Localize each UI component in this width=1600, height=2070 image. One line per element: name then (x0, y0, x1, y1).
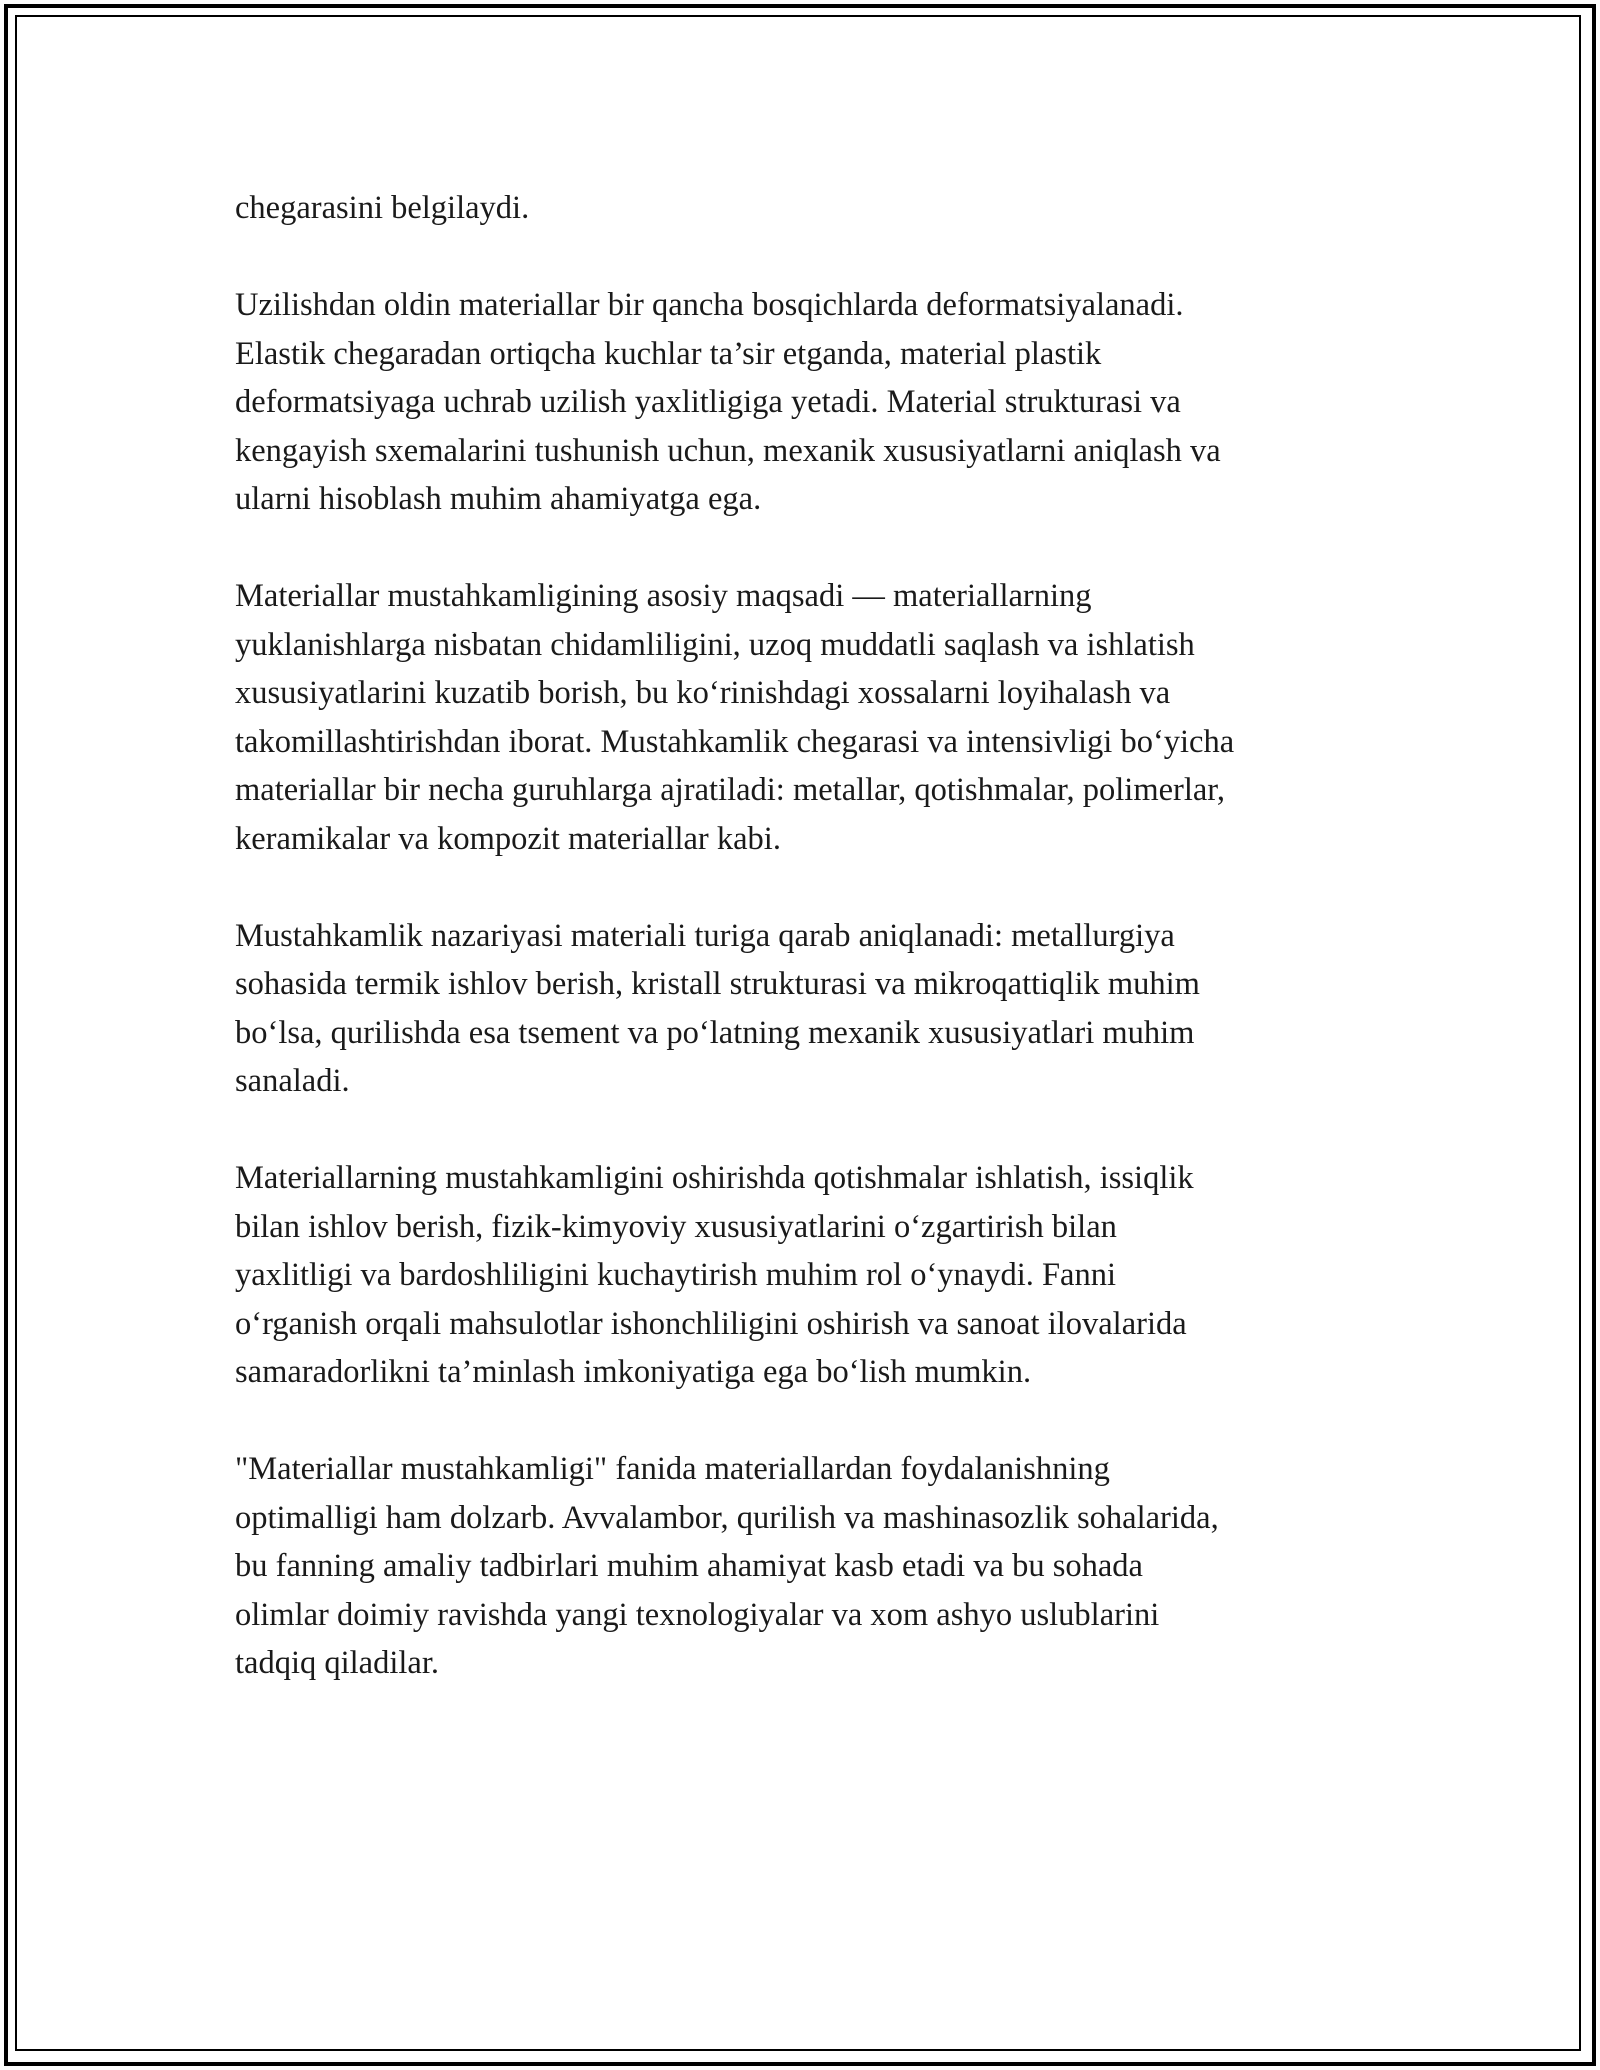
text-line: sanaladi. (235, 1063, 350, 1099)
text-line: keramikalar va kompozit materiallar kabi. (235, 820, 781, 857)
text-line: Elastik chegaradan ortiqcha kuchlar ta’sir etganda, material plastik (235, 335, 1102, 372)
text-line: xususiyatlarini kuzatib borish, bu koʻrinishdagi xossalarni loyihalash va (235, 675, 1171, 711)
text-line: kengayish sxemalarini tushunish uchun, mexanik xususiyatlarni aniqlash va (235, 432, 1221, 469)
document-body (235, 184, 1385, 1736)
text-line: bilan ishlov berish, fizik-kimyoviy xususiyatlarini oʻzgartirish bilan (235, 1208, 1117, 1245)
text-line: yaxlitligi va bardoshliligini kuchaytirish muhim rol oʻynaydi. Fanni (235, 1257, 1117, 1293)
paragraph-2 (235, 281, 1385, 524)
paragraph-3 (235, 572, 1385, 863)
paragraph-6 (235, 1445, 1385, 1688)
text-line: tadqiq qiladilar. (235, 1645, 439, 1681)
text-line: optimalligi ham dolzarb. Avvalambor, qurilish va mashinasozlik sohalarida, (235, 1499, 1219, 1536)
text-line: takomillashtirishdan iborat. Mustahkamlik chegarasi va intensivligi boʻyicha (235, 723, 1235, 760)
paragraph-1 (235, 184, 1385, 233)
text-line: sohasida termik ishlov berish, kristall strukturasi va mikroqattiqlik muhim (235, 966, 1200, 1002)
text-line: "Materiallar mustahkamligi" fanida materiallardan foydalanishning (235, 1451, 1110, 1487)
text-line: Materiallarning mustahkamligini oshirishda qotishmalar ishlatish, issiqlik (235, 1160, 1194, 1196)
text-line: Uzilishdan oldin materiallar bir qancha bosqichlarda deformatsiyalanadi. (235, 287, 1184, 323)
text-line: olimlar doimiy ravishda yangi texnologiyalar va xom ashyo uslublarini (235, 1596, 1160, 1633)
paragraph-4 (235, 912, 1385, 1106)
text-line: deformatsiyaga uchrab uzilish yaxlitligiga yetadi. Material strukturasi va (235, 384, 1181, 420)
text-line: materiallar bir necha guruhlarga ajratiladi: metallar, qotishmalar, polimerlar, (235, 772, 1225, 808)
text-line: chegarasini belgilaydi. (235, 190, 530, 226)
text-line: yuklanishlarga nisbatan chidamliligini, uzoq muddatli saqlash va ishlatish (235, 626, 1195, 663)
paragraph-5 (235, 1154, 1385, 1397)
text-line: bu fanning amaliy tadbirlari muhim ahamiyat kasb etadi va bu sohada (235, 1548, 1143, 1584)
text-line: Materiallar mustahkamligining asosiy maqsadi — materiallarning (235, 578, 1092, 614)
text-line: oʻrganish orqali mahsulotlar ishonchliligini oshirish va sanoat ilovalarida (235, 1305, 1187, 1342)
text-line: ularni hisoblash muhim ahamiyatga ega. (235, 481, 762, 517)
text-line: boʻlsa, qurilishda esa tsement va poʻlatning mexanik xususiyatlari muhim (235, 1014, 1195, 1051)
text-line: Mustahkamlik nazariyasi materiali turiga qarab aniqlanadi: metallurgiya (235, 917, 1175, 954)
text-line: samaradorlikni ta’minlash imkoniyatiga ega boʻlish mumkin. (235, 1354, 1032, 1390)
